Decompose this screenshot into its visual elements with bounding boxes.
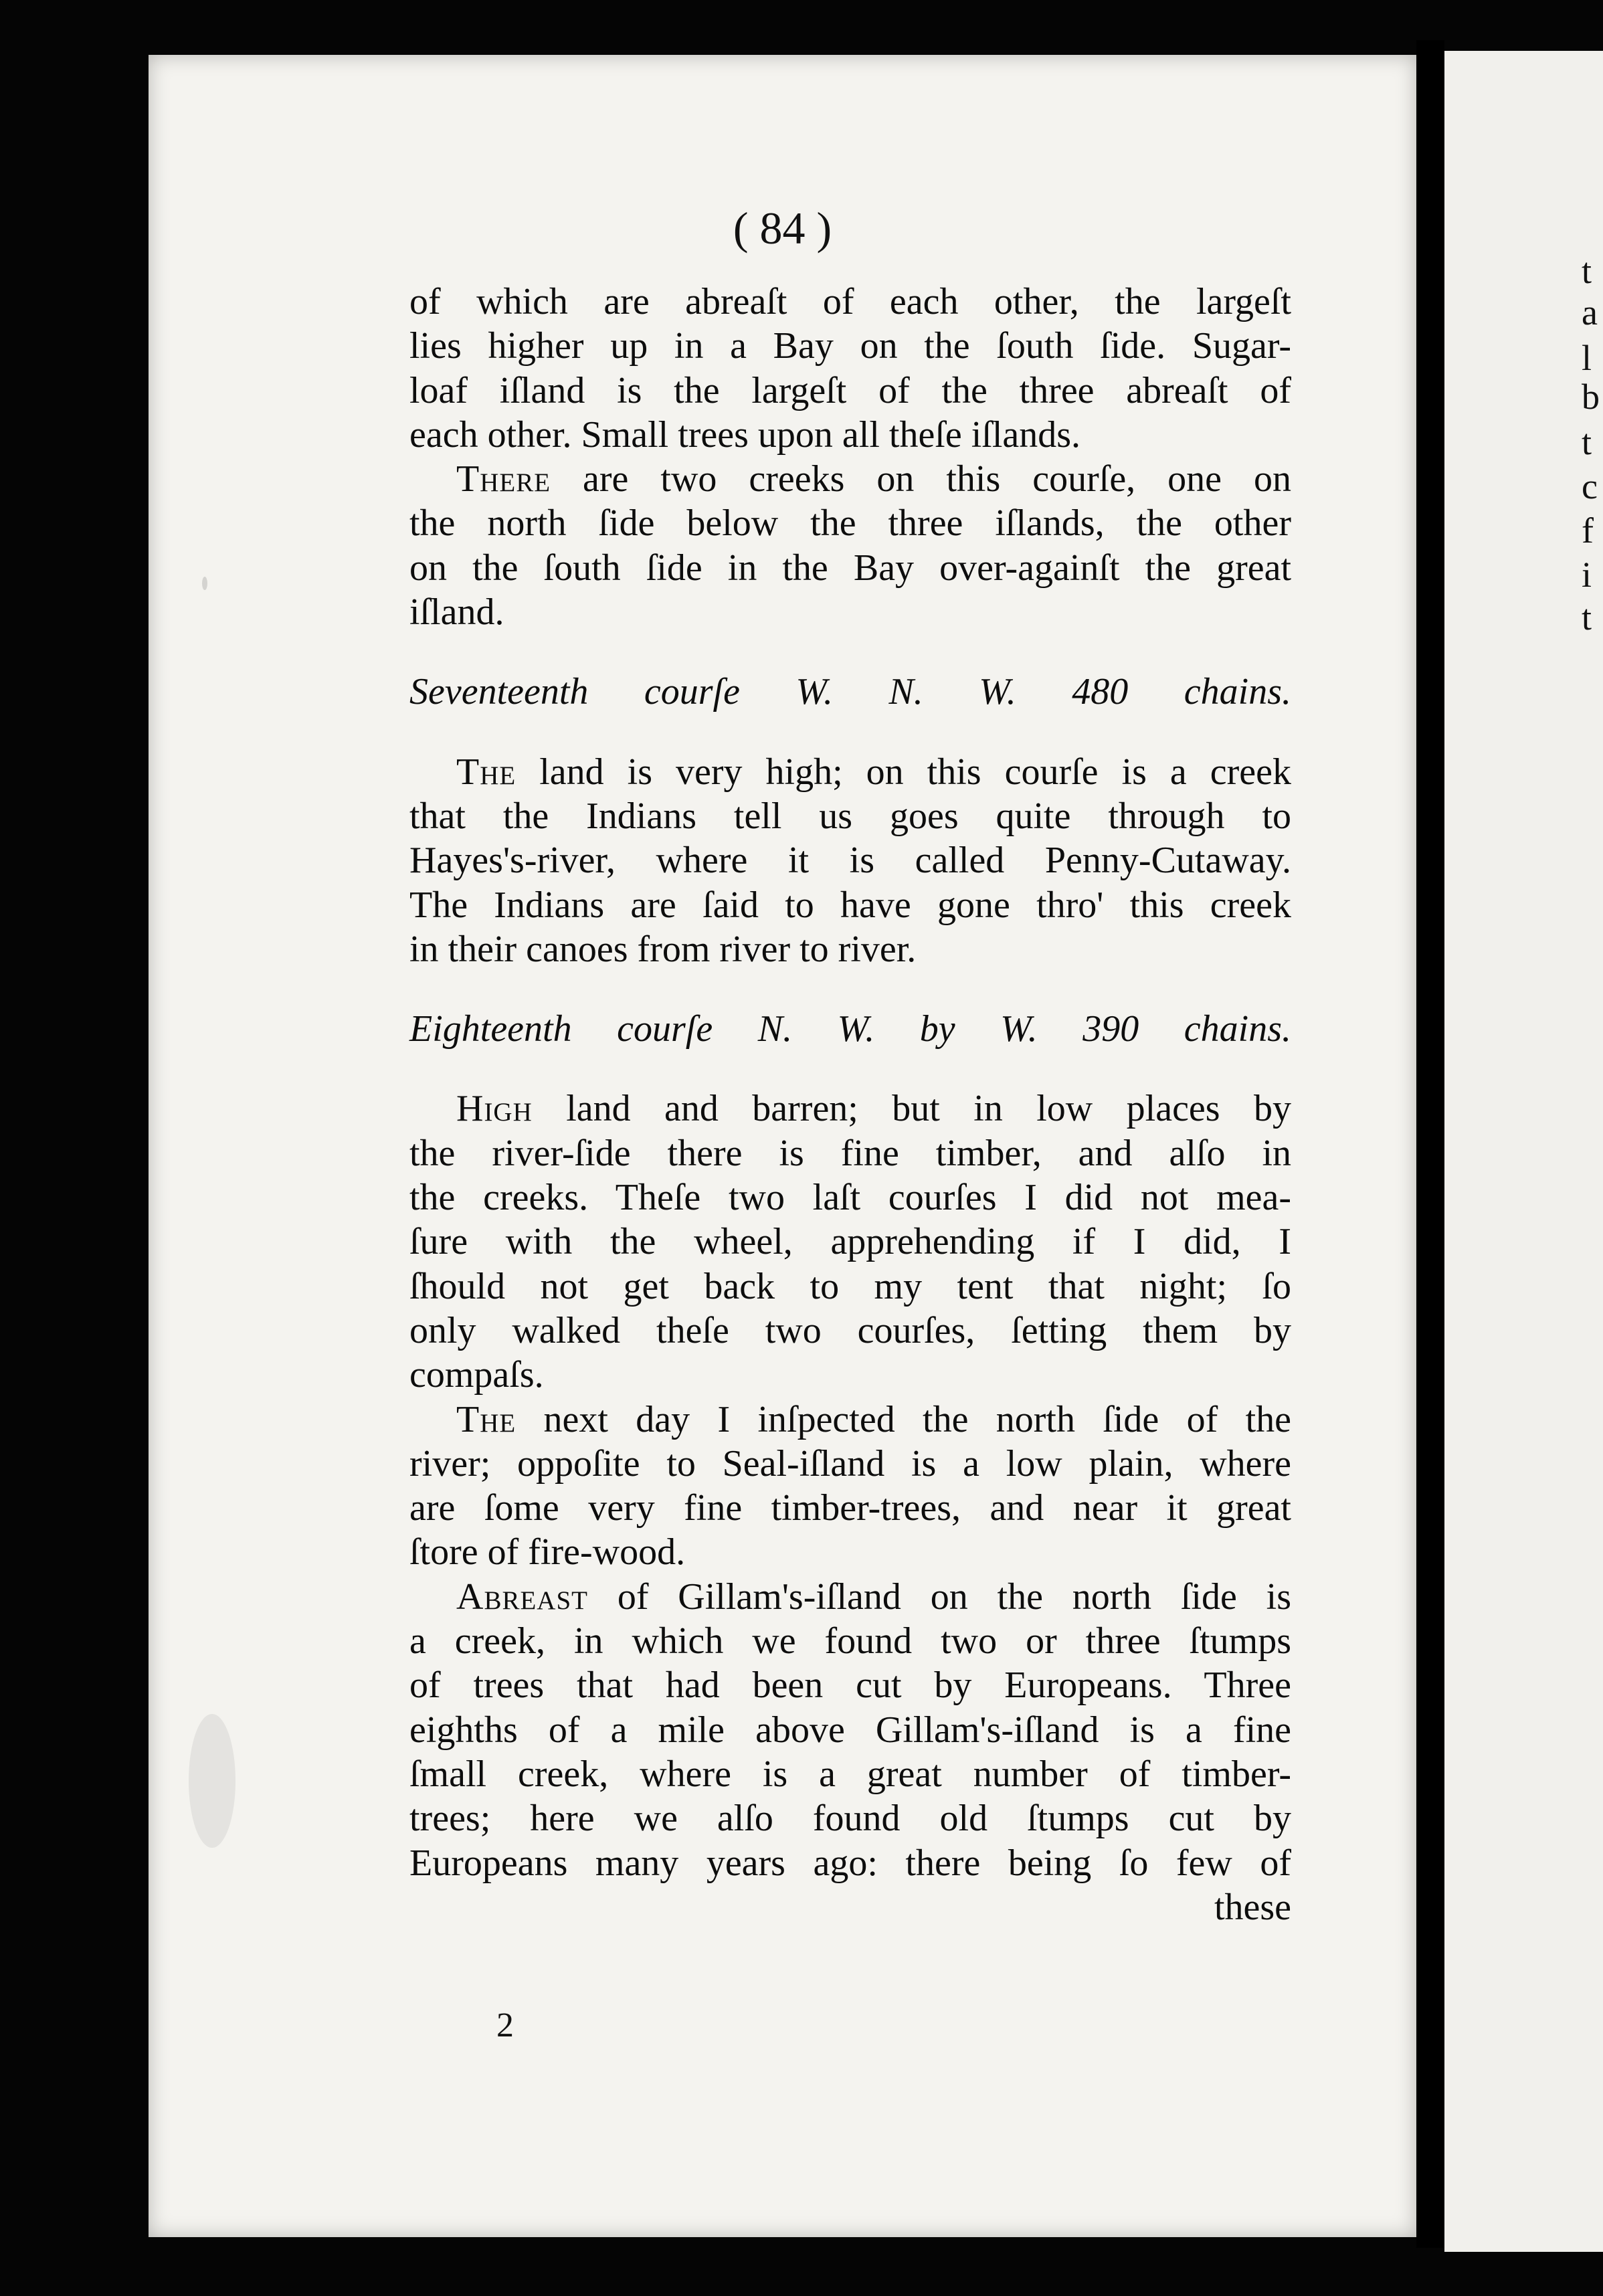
paragraph-first-line <box>409 750 1291 794</box>
paper-stain <box>189 1714 235 1848</box>
section-heading-eighteenth-course: Eighteenth courſe N. W. by W. 390 chains. <box>409 1008 1291 1050</box>
paper-speck <box>202 577 207 590</box>
text-line: the creeks. Theſe two laſt courſes I did not mea- <box>409 1177 1291 1219</box>
text-run: next day I inſpected the north ſide of the <box>543 1398 1292 1440</box>
paragraph-first-line <box>409 457 1291 501</box>
paragraph-lead-word: The <box>456 1398 516 1440</box>
text-line: The Indians are ſaid to have gone thro' this creek <box>409 884 1291 926</box>
text-run: of Gillam's-iſland on the north ſide is <box>617 1575 1292 1618</box>
text-line: compaſs. <box>409 1354 544 1396</box>
text-line: lies higher up in a Bay on the ſouth ſide. Sugar- <box>409 325 1291 367</box>
text-line: ſhould not get back to my tent that night; ſo <box>409 1265 1291 1307</box>
text-line: iſland. <box>409 591 504 634</box>
text-line: trees; here we alſo found old ſtumps cut by <box>409 1798 1291 1840</box>
facing-letter: f <box>1582 510 1594 551</box>
catchword: these <box>1214 1886 1291 1928</box>
text-line: only walked theſe two courſes, ſetting them by <box>409 1309 1291 1351</box>
facing-letter: a <box>1582 292 1598 332</box>
text-line: each other. Small trees upon all theſe iſlands. <box>409 413 1081 456</box>
paragraph-lead-word: High <box>456 1088 533 1130</box>
section-heading-seventeenth-course: Seventeenth courſe W. N. W. 480 chains. <box>409 671 1291 713</box>
paragraph-first-line <box>409 1575 1291 1619</box>
text-line: that the Indians tell us goes quite through to <box>409 795 1291 837</box>
signature-mark: 2 <box>496 2006 514 2044</box>
text-line: river; oppoſite to Seal-iſland is a low plain, where <box>409 1442 1291 1485</box>
facing-letter: l <box>1582 338 1592 378</box>
paragraph-first-line <box>409 1086 1291 1131</box>
text-run: are two creeks on this courſe, one on <box>583 458 1291 500</box>
facing-letter: c <box>1582 466 1598 506</box>
text-line: ſure with the wheel, apprehending if I did, I <box>409 1221 1291 1263</box>
text-line: Hayes's-river, where it is called Penny-Cutaway. <box>409 840 1291 882</box>
page-number: ( 84 ) <box>733 203 832 254</box>
text-run: land and barren; but in low places by <box>566 1088 1291 1130</box>
text-line: in their canoes from river to river. <box>409 928 917 970</box>
text-line: on the ſouth ſide in the Bay over-againſt the great <box>409 547 1291 589</box>
paragraph-lead-word: Abreast <box>456 1575 588 1618</box>
paragraph-lead-word: The <box>456 751 516 793</box>
text-line: of which are abreaſt of each other, the largeſt <box>409 281 1291 322</box>
text-line: ſmall creek, where is a great number of timber- <box>409 1753 1291 1795</box>
text-line: a creek, in which we found two or three ſtumps <box>409 1620 1291 1662</box>
facing-letter: i <box>1582 555 1592 595</box>
book-gutter <box>1416 40 1444 2248</box>
text-line: the river-ſide there is fine timber, and alſo in <box>409 1132 1291 1174</box>
facing-letter: t <box>1582 422 1592 462</box>
text-line: eighths of a mile above Gillam's-iſland is a fine <box>409 1709 1291 1751</box>
paragraph-lead-word: There <box>456 458 551 500</box>
paragraph-first-line <box>409 1398 1291 1442</box>
text-line: of trees that had been cut by Europeans. Three <box>409 1664 1291 1707</box>
facing-page-edge <box>1444 51 1603 2252</box>
page-body <box>409 280 1291 1929</box>
text-line: ſtore of fire-wood. <box>409 1531 686 1573</box>
text-run: land is very high; on this courſe is a creek <box>539 751 1291 793</box>
text-line: Europeans many years ago: there being ſo few of <box>409 1842 1291 1884</box>
facing-letter: b <box>1582 377 1600 417</box>
text-line: loaf iſland is the largeſt of the three abreaſt of <box>409 369 1291 411</box>
text-line: are ſome very fine timber-trees, and near it great <box>409 1487 1291 1529</box>
facing-letter: t <box>1582 597 1592 638</box>
text-line: the north ſide below the three iſlands, the other <box>409 502 1291 545</box>
facing-letter: t <box>1582 251 1592 291</box>
